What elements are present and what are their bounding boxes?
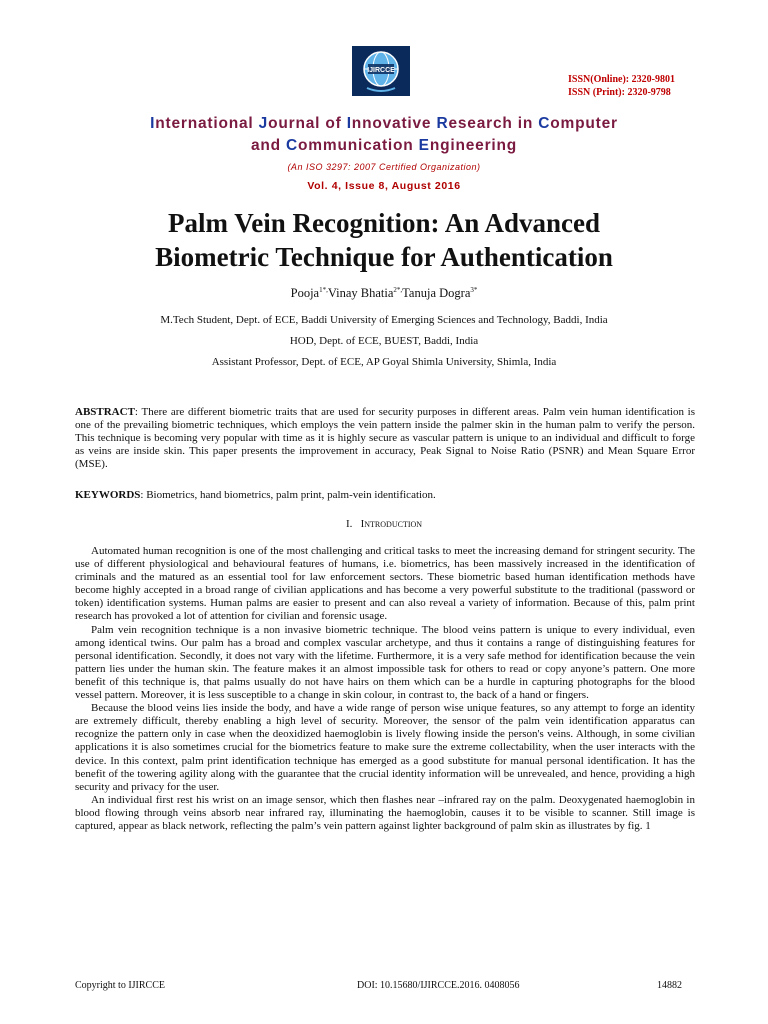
author-list: Pooja$^{1*,}$Vinay Bhatia$^{2*,}$Tanuja Dogra$^{3*}$ (290, 286, 478, 301)
abstract-text: : There are different biometric traits that are used for security purposes in different areas. Palm vein human identification is one of the prevailing biometric techniques, which employs the vein pattern inside the palmer skin in the human palm to verify the person. This technique is becoming very popular with time as it is highly secure as vascular pattern is unique to an individual and difficult to forge as veins are inside skin. This paper presents the improvement in accuracy, Peak Signal to Noise Ratio (PSNR) and Mean Square Error (MSE). (75, 406, 695, 471)
paragraph: Automated human recognition is one of the most challenging and critical tasks to meet the increasing demand for stringent security. The use of different physiological and behavioural features of humans, i.e. biometrics, has been massively increased in the identification of criminals and the matured as an essential tool for law enforcement sectors. These biometric based human identification methods have become highly accepted in a broad range of civilian applications and has become a very powerful substitute to the traditional (password or token) identification systems. Human palms are easier to present and can also reveal a variety of information. Because of this, palm print research has provoked a lot of attention for civilian and forensic usage. (75, 545, 695, 623)
issn-print: ISSN (Print): 2320-9798 (568, 87, 671, 98)
affiliation-1: M.Tech Student, Dept. of ECE, Baddi University of Emerging Sciences and Technology, Baddi, India (160, 314, 608, 326)
volume-issue: Vol. 4, Issue 8, August 2016 (307, 180, 461, 192)
certification-line: (An ISO 3297: 2007 Certified Organization) (287, 162, 481, 172)
affiliation-2: HOD, Dept. of ECE, BUEST, Baddi, India (289, 335, 479, 347)
journal-logo (349, 44, 413, 100)
abstract (75, 406, 695, 471)
keywords (75, 489, 695, 502)
author-name: Vinay Bhatia (327, 286, 394, 301)
footer-page-number: 14882 (657, 980, 682, 991)
author-name: Pooja (290, 286, 320, 301)
journal-name-line-1: International Journal of Innovative Research in Computer (150, 115, 618, 132)
issn-block (568, 73, 675, 99)
paragraph: Because the blood veins lies inside the body, and have a wide range of person wise unique features, so any attempt to forge an identity are extremely difficult, thereby enabling a high level of security. Moreover, the sensor of the palm vein identification apparatus can recognize the pattern only in case when the deoxidized haemoglobin is lively flowing inside the person's veins. Although, in some civilian applications it is also sometimes crucial for the biometrics feature to make sure the extreme collectability, when the user interacts with the device. In this context, palm print identification technique has emerged as a good substitute for manual personal identification. It has the benefit of the towering agility along with the guarantee that the crucial identity information will be unrevealed, and hence, providing a high security and privacy for the user. (75, 702, 695, 793)
footer-doi: DOI: 10.15680/IJIRCCE.2016. 0408056 (357, 980, 520, 991)
paper-title: Palm Vein Recognition: An Advanced Biometric Technique for Authentication (155, 208, 613, 272)
paragraph: An individual first rest his wrist on an image sensor, which then flashes near –infrared ray on the palm. Deoxygenated haemoglobin in blood flowing through veins absorb near infrared ray, illuminating the haemoglobin, causes it to be visible to scanner. Still image is captured, appear as black network, reflecting the palm’s vein pattern against lighter background of palm skin as illustrates by fig. 1 (75, 793, 695, 832)
issn-online: ISSN(Online): 2320-9801 (568, 74, 675, 85)
svg-text:IJIRCCE: IJIRCCE (367, 67, 395, 74)
section-heading: I. Introduction (345, 518, 423, 530)
journal-name-line-2: and Communication Engineering (250, 137, 518, 154)
affiliation-3: Assistant Professor, Dept. of ECE, AP Goyal Shimla University, Shimla, India (211, 356, 557, 368)
paragraph: Palm vein recognition technique is a non invasive biometric technique. The blood veins pattern is unique to every individual, even among identical twins. Our palm has a broad and complex vascular archetype, and thus it contains a range of distinguishing features for personal identification. Secondly, it does not vary with the lifetime. Furthermore, it is a very safe method for identification because the vein pattern lies under the human skin. The feature makes it an almost impossible task for others to read or copy anyone’s pattern. One more benefit of this technique is, that palms usually do not have hairs on them which can be a hurdle in capturing photographs for the blood vessel pattern. Moreover, it is less susceptible to a change in skin colour, in contrast to, the back of a hand or fingers. (75, 623, 695, 702)
journal-name (60, 113, 708, 157)
keywords-text: : Biometrics, hand biometrics, palm print, palm-vein identification. (140, 489, 436, 501)
author-name: Tanuja Dogra (402, 286, 471, 301)
footer-copyright: Copyright to IJIRCCE (75, 980, 166, 991)
introduction-body (75, 545, 695, 833)
abstract-label: ABSTRACT (75, 406, 135, 418)
keywords-label: KEYWORDS (75, 489, 141, 501)
